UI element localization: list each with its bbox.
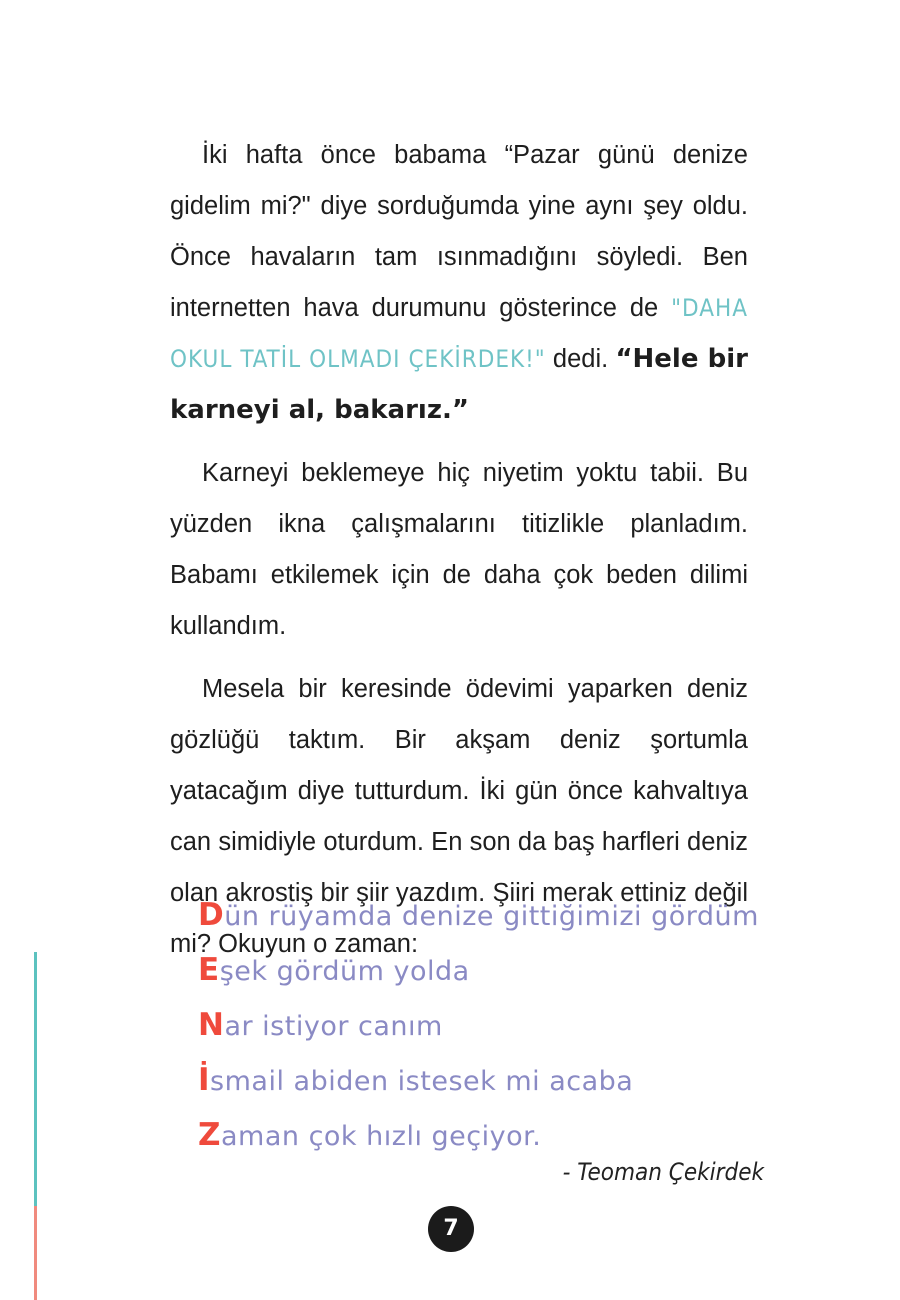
paragraph-2: Karneyi beklemeye hiç niyetim yoktu tabii. Bu yüzden ikna çalışmalarını titizlikle planladım. Babamı etkilemek için de daha çok beden dilimi kullandım.: [170, 459, 748, 640]
poem-line-text: şek gördüm yolda: [219, 956, 470, 987]
poem-line-text: smail abiden istesek mi acaba: [210, 1066, 634, 1097]
poem-line: [198, 888, 758, 943]
edge-accent-teal: [34, 952, 37, 1206]
poem-initial: Z: [198, 1117, 221, 1153]
poem-line-text: ar istiyor canım: [224, 1011, 443, 1042]
paragraph-1-middle: dedi.: [545, 345, 616, 373]
poem-initial: İ: [198, 1062, 211, 1098]
teal-quote: "DAHA OKUL TATİL OLMADI ÇEKİRDEK!": [170, 294, 748, 373]
poem-line: [198, 1108, 758, 1163]
bold-quote: “Hele bir karneyi al, bakarız.”: [170, 344, 748, 425]
poem-line: [198, 1053, 758, 1108]
paragraph-1-text: İki hafta önce babama “Pazar günü denize gidelim mi?" diye sorduğumda yine aynı şey oldu. Önce havaların tam ısınmadığını söyledi. Ben internetten hava durumunu gösterince de: [170, 141, 748, 322]
poem-initial: N: [198, 1007, 225, 1043]
poem-initial: E: [198, 952, 220, 988]
poem-line: [198, 943, 758, 998]
poem-line-text: ün rüyamda denize gittiğimizi gördüm: [224, 901, 759, 932]
acrostic-poem: [198, 888, 758, 1163]
poem-signature: - Teoman Çekirdek: [562, 1158, 764, 1186]
poem-initial: D: [198, 897, 225, 933]
page-number-badge: 7: [428, 1206, 474, 1252]
poem-line-text: aman çok hızlı geçiyor.: [220, 1121, 542, 1152]
edge-accent-red: [34, 1206, 37, 1300]
body-text: [170, 130, 748, 970]
poem-line: [198, 998, 758, 1053]
paragraph-1: [170, 130, 748, 436]
paragraph-3: Mesela bir keresinde ödevimi yaparken deniz gözlüğü taktım. Bir akşam deniz şortumla yatacağım diye tutturdum. İki gün önce kahvaltıya can simidiyle oturdum. En son da baş harfleri deniz olan akrostiş bir şiir yazdım. Şiiri merak ettiniz değil mi? Okuyun o zaman:: [170, 675, 748, 958]
